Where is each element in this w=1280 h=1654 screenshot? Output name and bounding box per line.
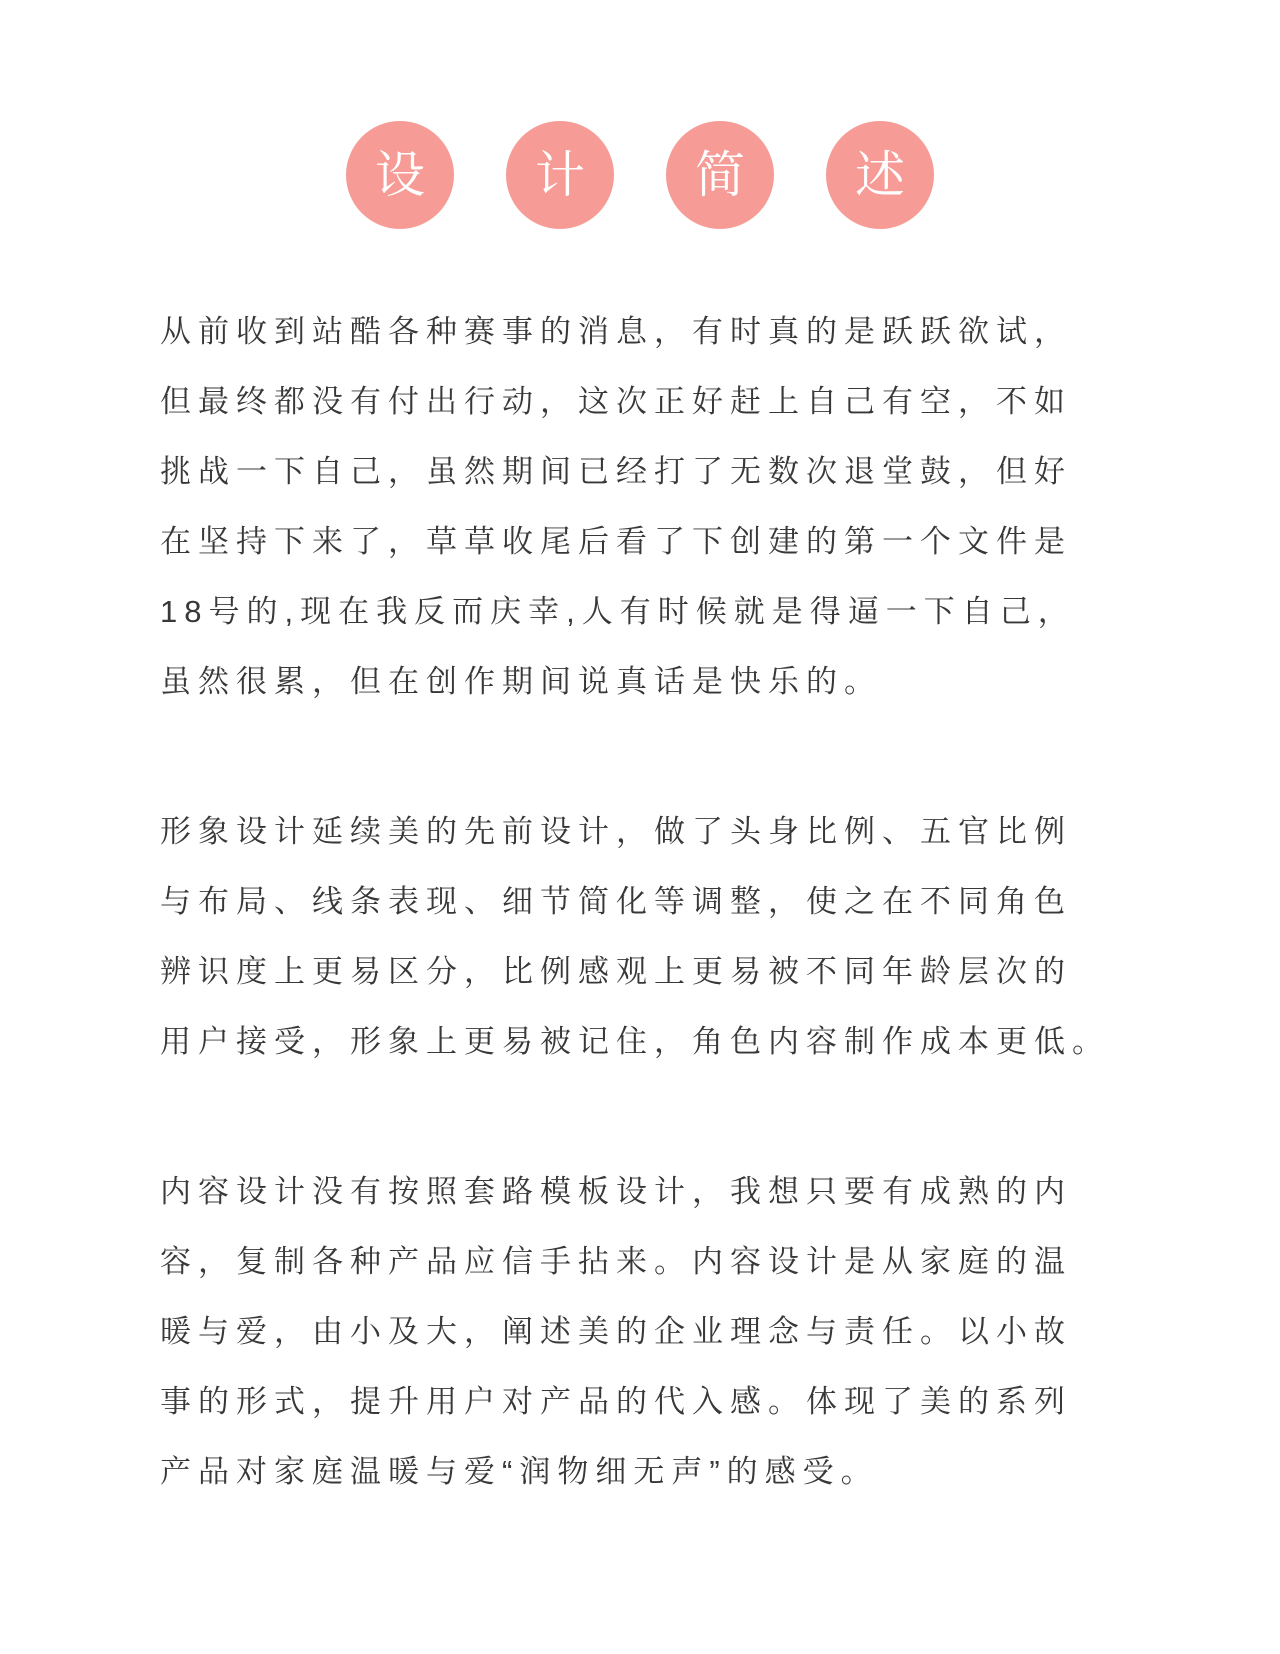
title-char-3: 简 <box>695 147 745 203</box>
text-line: 与布局、线条表现、细节简化等调整，使之在不同角色 <box>160 884 1072 919</box>
title-char-4: 述 <box>855 147 905 203</box>
paragraph-intro <box>160 297 1090 717</box>
text-line: 18号的,现在我反而庆幸,人有时候就是得逼一下自己， <box>160 594 1076 629</box>
paragraph-character-design <box>160 797 1110 1077</box>
title-circle-3 <box>666 121 774 229</box>
text-line: 辨识度上更易区分，比例感观上更易被不同年龄层次的 <box>160 954 1072 989</box>
title-circle-1 <box>346 121 454 229</box>
title-char-2: 计 <box>535 147 585 203</box>
title-circle-group <box>0 0 1280 229</box>
title-circle-2 <box>506 121 614 229</box>
text-line: 事的形式，提升用户对产品的代入感。体现了美的系列 <box>160 1384 1072 1419</box>
title-char-1: 设 <box>375 147 425 203</box>
body-text <box>160 297 1110 1507</box>
text-line: 挑战一下自己，虽然期间已经打了无数次退堂鼓，但好 <box>160 454 1072 489</box>
title-circle-4 <box>826 121 934 229</box>
text-line: 在坚持下来了，草草收尾后看了下创建的第一个文件是 <box>160 524 1072 559</box>
text-line: 内容设计没有按照套路模板设计，我想只要有成熟的内 <box>160 1174 1072 1209</box>
paragraph-content-design <box>160 1157 1090 1507</box>
text-line: 从前收到站酷各种赛事的消息，有时真的是跃跃欲试， <box>160 314 1072 349</box>
text-line: 形象设计延续美的先前设计，做了头身比例、五官比例 <box>160 814 1072 849</box>
text-line: 暖与爱，由小及大，阐述美的企业理念与责任。以小故 <box>160 1314 1072 1349</box>
text-line: 虽然很累，但在创作期间说真话是快乐的。 <box>160 664 882 699</box>
text-line: 用户接受，形象上更易被记住，角色内容制作成本更低。 <box>160 1024 1110 1059</box>
text-line: 但最终都没有付出行动，这次正好赶上自己有空，不如 <box>160 384 1072 419</box>
text-line: 容，复制各种产品应信手拈来。内容设计是从家庭的温 <box>160 1244 1072 1279</box>
text-line: 产品对家庭温暖与爱“润物细无声”的感受。 <box>160 1454 879 1489</box>
